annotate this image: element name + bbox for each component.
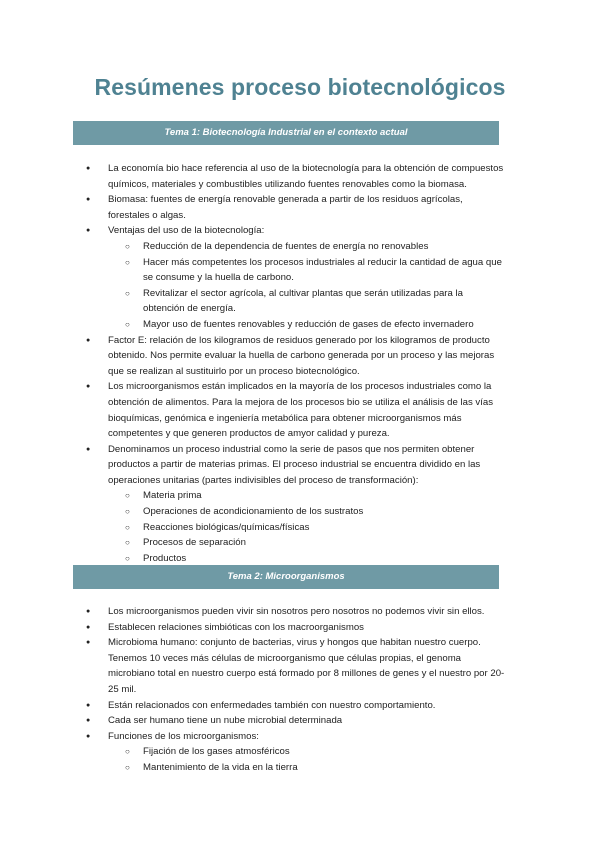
sub-list-item: ○ Materia prima (105, 488, 506, 504)
section-heading-tema-2: Tema 2: Microorganismos (73, 565, 499, 589)
list-item: ● Están relacionados con enfermedades también con nuestro comportamiento. (86, 698, 506, 714)
sub-list-item: ○ Procesos de separación (105, 535, 506, 551)
list-item: ● Funciones de los microorganismos: (86, 729, 506, 745)
sub-list-item: ○ Operaciones de acondicionamiento de los sustratos (105, 504, 506, 520)
list-item: ● Cada ser humano tiene un nube microbial determinada (86, 713, 506, 729)
bullet-list (86, 161, 506, 239)
sub-list-item: ○ Fijación de los gases atmosféricos (105, 744, 506, 760)
sub-list-item: ○ Mayor uso de fuentes renovables y reducción de gases de efecto invernadero (105, 317, 506, 333)
section-body-tema-2 (86, 604, 506, 776)
list-item: ● Microbioma humano: conjunto de bacterias, virus y hongos que habitan nuestro cuerpo. Tenemos 10 veces más células de microorganismo que células propias, el genoma microbiano total en nuestro cuerpo está formado por 8 millones de genes y el nuestro por 20-25 mil. (86, 635, 506, 697)
document-title: Resúmenes proceso biotecnológicos (94, 74, 506, 100)
sub-list-item: ○ Mantenimiento de la vida en la tierra (105, 760, 506, 776)
bullet-list (86, 604, 506, 744)
sub-bullet-list (86, 744, 506, 775)
sub-bullet-list (86, 488, 506, 566)
sub-list-item: ○ Hacer más competentes los procesos industriales al reducir la cantidad de agua que se consume y la huella de carbono. (105, 255, 506, 286)
list-item: ● Los microorganismos están implicados en la mayoría de los procesos industriales como la obtención de alimentos. Para la mejora de los procesos bio se utiliza el análisis de las vías bioquímicas, genómica e ingeniería metabólica para obtener microorganismos más competentes y que generen productos de amyor calidad y pureza. (86, 379, 506, 441)
sub-list-item: ○ Revitalizar el sector agrícola, al cultivar plantas que serán utilizadas para la obtención de energía. (105, 286, 506, 317)
sub-list-item: ○ Productos (105, 551, 506, 567)
list-item: ● Los microorganismos pueden vivir sin nosotros pero nosotros no podemos vivir sin ellos. (86, 604, 506, 620)
list-item: ● Biomasa: fuentes de energía renovable generada a partir de los residuos agrícolas, forestales o algas. (86, 192, 506, 223)
list-item: ● La economía bio hace referencia al uso de la biotecnología para la obtención de compuestos químicos, materiales y combustibles utilizando fuentes renovables como la biomasa. (86, 161, 506, 192)
section-body-tema-1 (86, 161, 506, 566)
list-item: ● Factor E: relación de los kilogramos de residuos generado por los kilogramos de producto obtenido. Nos permite evaluar la huella de carbono generada por un proceso y las mejoras que se realizan al sustituirlo por un proceso biotecnológico. (86, 333, 506, 380)
bullet-list (86, 333, 506, 489)
sub-list-item: ○ Reducción de la dependencia de fuentes de energía no renovables (105, 239, 506, 255)
list-item: ● Establecen relaciones simbióticas con los macroorganismos (86, 620, 506, 636)
list-item (86, 223, 506, 239)
section-heading-tema-1: Tema 1: Biotecnología Industrial en el contexto actual (73, 121, 499, 145)
list-item-text: Ventajas del uso de la biotecnología: (108, 225, 265, 237)
list-item: ● Denominamos un proceso industrial como la serie de pasos que nos permiten obtener productos a partir de materias primas. El proceso industrial se encuentra dividido en las operaciones unitarias (partes indivisibles del proceso de transformación): (86, 442, 506, 489)
sub-bullet-list (86, 239, 506, 333)
sub-list-item: ○ Reacciones biológicas/químicas/físicas (105, 520, 506, 536)
